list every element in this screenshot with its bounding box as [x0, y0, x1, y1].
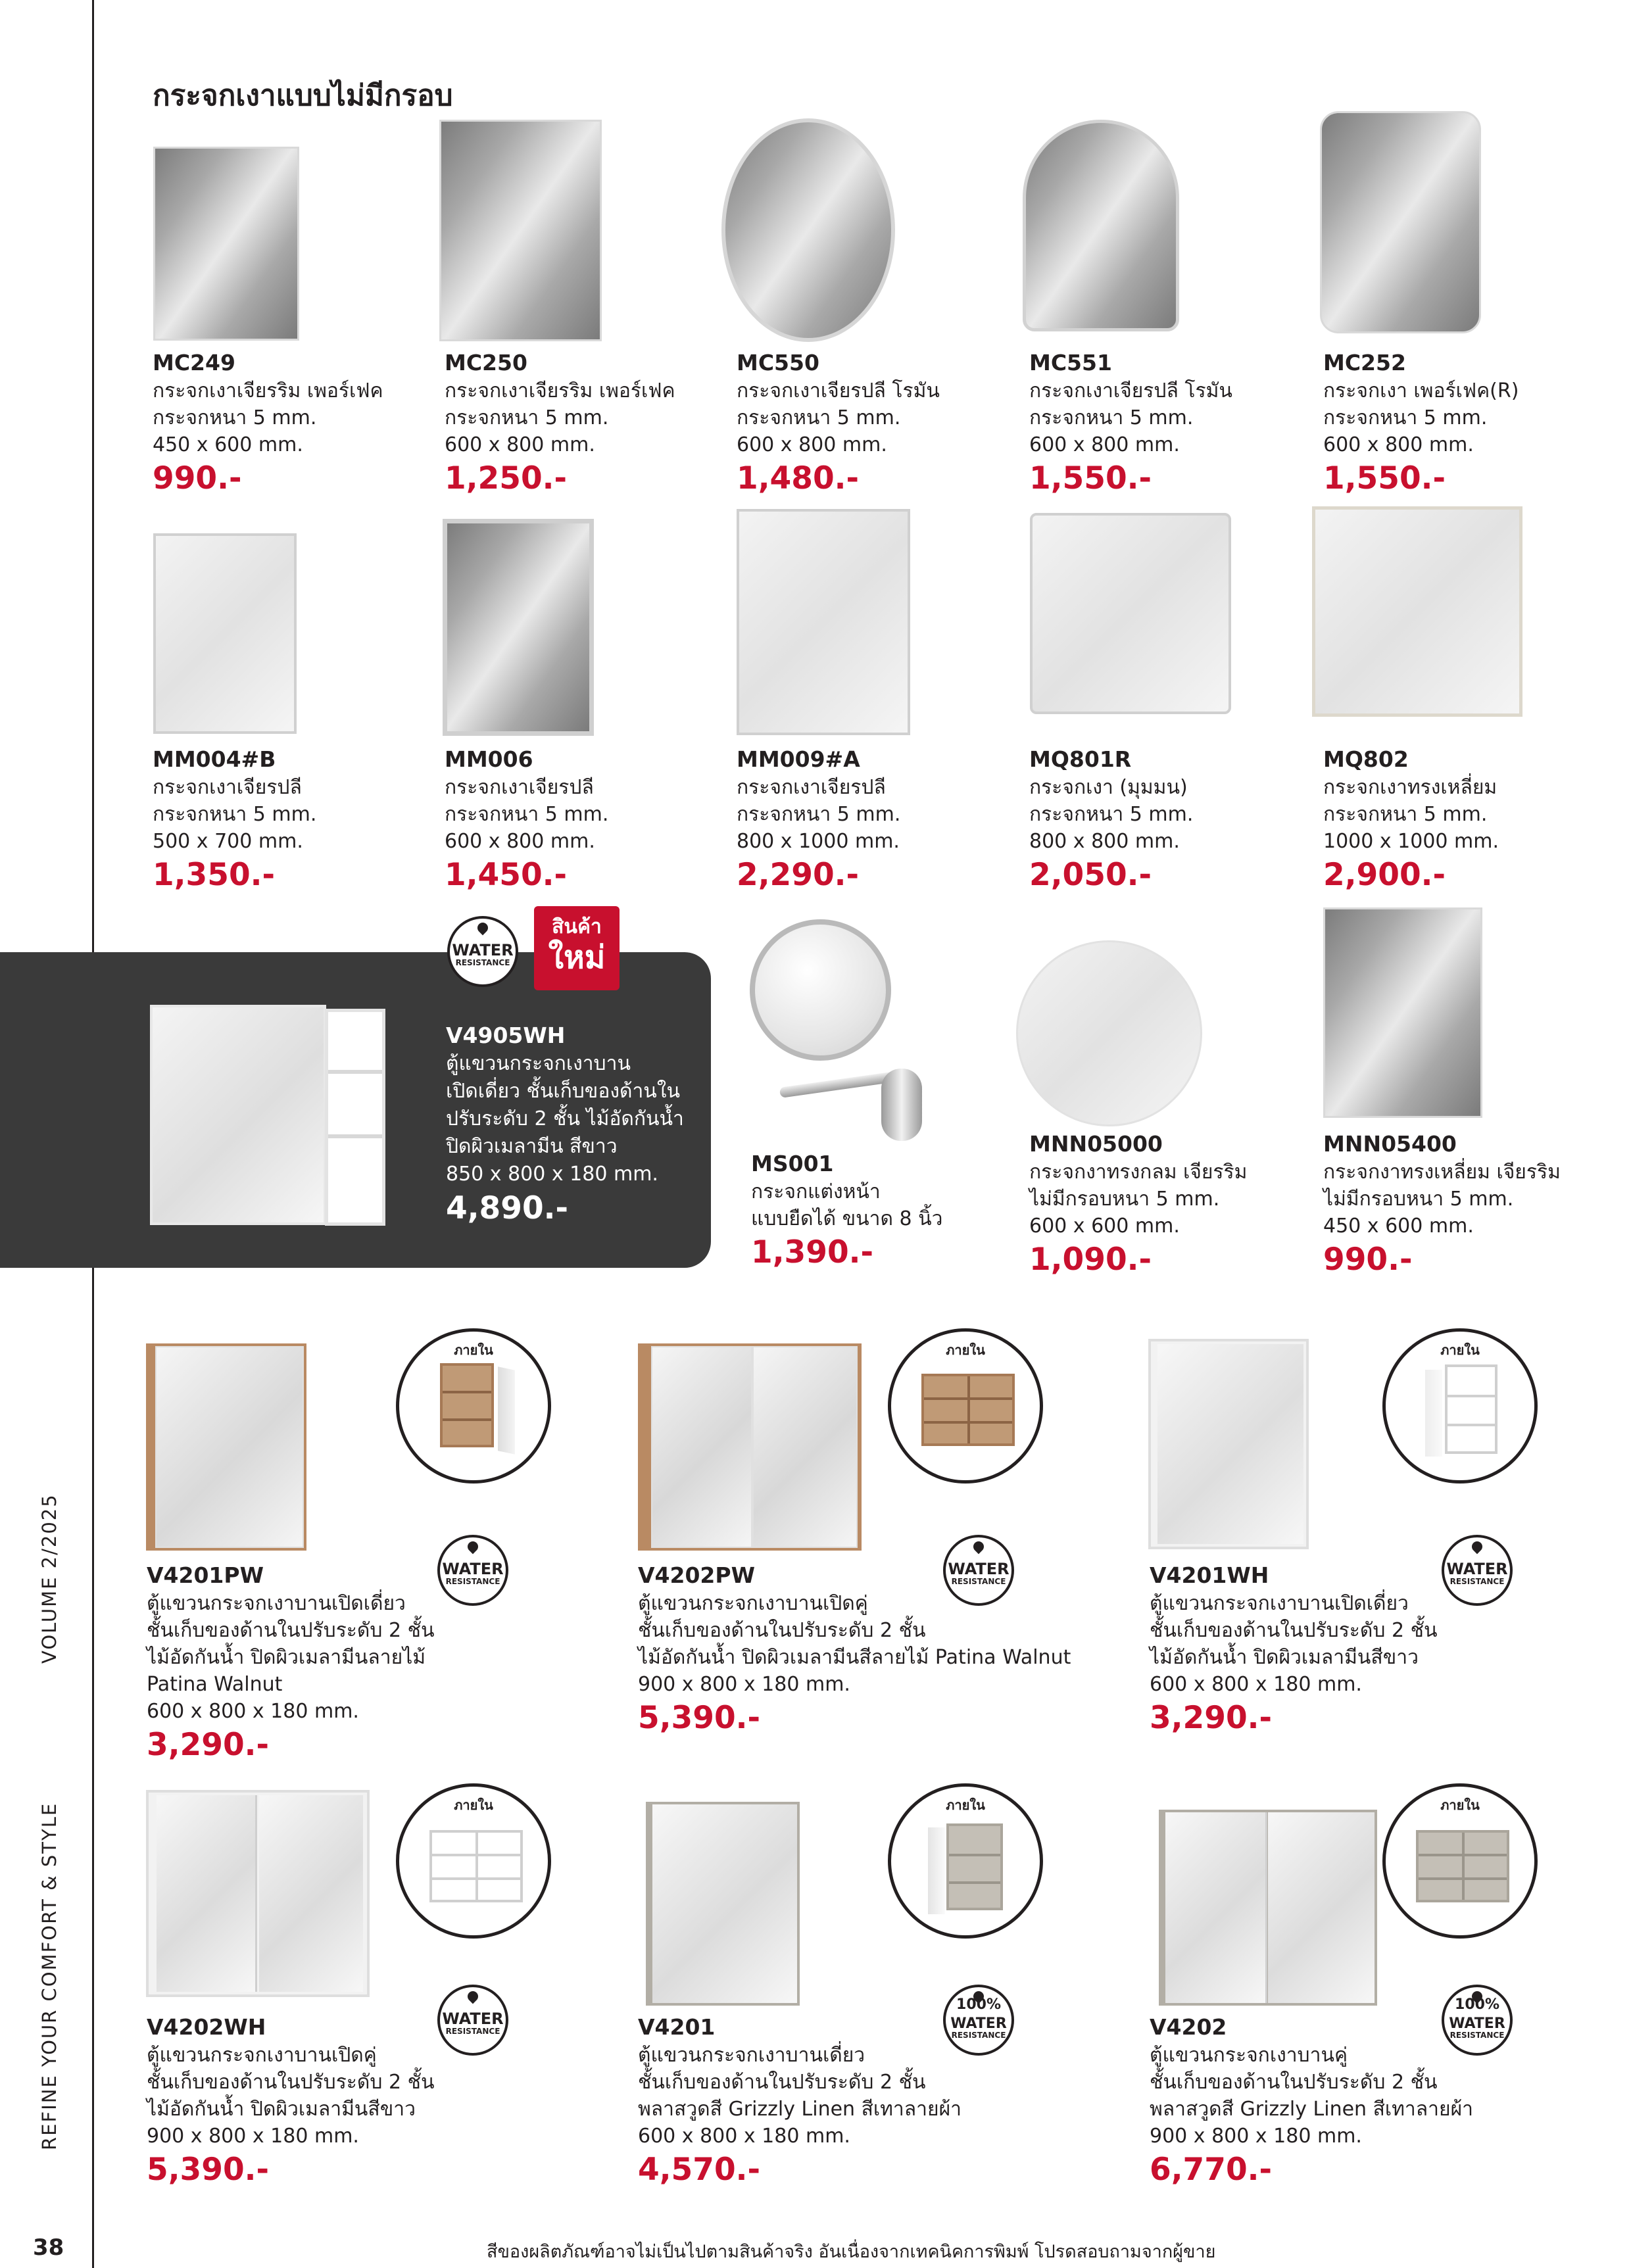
- mirror-mc252-image: [1320, 111, 1481, 333]
- mirror-mnn05400-image: [1323, 907, 1482, 1118]
- product-price: 990.-: [1323, 1242, 1413, 1278]
- product-price: 1,480.-: [737, 460, 860, 496]
- product-size: 850 x 800 x 180 mm.: [446, 1163, 658, 1186]
- cabinet-v4202wh-image: [146, 1790, 370, 1997]
- shaving-mirror-head-image: [750, 919, 891, 1061]
- water-resistance-badge: WATER RESISTANCE: [437, 1985, 508, 2056]
- product-desc: กระจกเงาเจียรปลี: [153, 776, 302, 799]
- product-line2: ชั้นเก็บของด้านในปรับระดับ 2 ชั้น: [1150, 2071, 1438, 2094]
- product-v4202wh: [147, 2013, 434, 2190]
- water-resistance-badge: WATER RESISTANCE: [437, 1535, 508, 1606]
- product-size: 600 x 800 mm.: [1323, 433, 1474, 456]
- product-line1: ตู้แขวนกระจกเงาบานเปิดเดี่ยว: [1150, 1592, 1409, 1615]
- cabinet-v4905wh-shelves: [325, 1009, 385, 1226]
- product-line2: ชั้นเก็บของด้านในปรับระดับ 2 ชั้น: [638, 2071, 926, 2094]
- product-mc249: [153, 349, 383, 499]
- product-thickness: กระจกหนา 5 mm.: [1029, 406, 1194, 429]
- product-line1: ตู้แขวนกระจกเงาบานคู่: [1150, 2044, 1348, 2067]
- product-desc: กระจกเงา เพอร์เฟค(R): [1323, 379, 1519, 402]
- product-line1: ตู้แขวนกระจกเงาบานเปิดคู่: [147, 2044, 377, 2067]
- product-price: 2,900.-: [1323, 857, 1446, 893]
- product-code: MC249: [153, 350, 235, 375]
- mirror-mm004b-image: [153, 533, 297, 734]
- inside-label: ภายใน: [946, 1342, 985, 1358]
- product-price: 1,350.-: [153, 857, 276, 893]
- product-price: 5,390.-: [638, 1700, 761, 1736]
- product-line3: ไม้อัดกันน้ำ ปิดผิวเมลามีนสีขาว: [1150, 1646, 1419, 1669]
- product-size: 450 x 600 mm.: [1323, 1215, 1474, 1238]
- cabinet-v4905wh-door: [150, 1005, 326, 1225]
- product-desc: กระจกเงาทรงเหลี่ยม: [1323, 776, 1497, 799]
- product-desc: กระจกเงาเจียรปลี: [737, 776, 886, 799]
- product-line4: 900 x 800 x 180 mm.: [1150, 2125, 1362, 2148]
- mirror-mc250-image: [439, 120, 602, 341]
- product-desc-line2: ไม่มีกรอบหนา 5 mm.: [1029, 1188, 1220, 1211]
- product-size: 600 x 800 mm.: [737, 433, 887, 456]
- product-code: MQ802: [1323, 746, 1409, 772]
- product-price: 1,090.-: [1029, 1242, 1152, 1278]
- product-mc252: [1323, 349, 1519, 499]
- product-desc-line2: ไม่มีกรอบหนา 5 mm.: [1323, 1188, 1514, 1211]
- water-100-badge: 100% WATER RESISTANCE: [1442, 1985, 1513, 2056]
- product-line4: 900 x 800 x 180 mm.: [147, 2125, 359, 2148]
- product-code: MC550: [737, 350, 819, 375]
- product-line2: ชั้นเก็บของด้านในปรับระดับ 2 ชั้น: [147, 1619, 435, 1642]
- product-line2: ชั้นเก็บของด้านในปรับระดับ 2 ชั้น: [638, 1619, 926, 1642]
- product-size: 600 x 800 mm.: [445, 830, 595, 853]
- product-size: 800 x 800 mm.: [1029, 830, 1180, 853]
- inside-view-v4202pw: [888, 1328, 1043, 1484]
- inside-label: ภายใน: [454, 1797, 493, 1813]
- product-price: 2,290.-: [737, 857, 860, 893]
- inside-label: ภายใน: [1440, 1797, 1480, 1813]
- product-line4: 600 x 800 x 180 mm.: [1150, 1673, 1362, 1696]
- product-size: 600 x 600 mm.: [1029, 1215, 1180, 1238]
- inside-view-v4201wh: [1382, 1328, 1538, 1484]
- product-line5: 600 x 800 x 180 mm.: [147, 1700, 359, 1723]
- product-line4: Patina Walnut: [147, 1673, 283, 1696]
- product-desc-line2: เปิดเดี่ยว ชั้นเก็บของด้านใน: [446, 1080, 680, 1103]
- product-code: MM006: [445, 746, 533, 772]
- product-price: 5,390.-: [147, 2152, 270, 2188]
- inside-label: ภายใน: [946, 1797, 985, 1813]
- product-price: 1,550.-: [1323, 460, 1446, 496]
- water-resistance-badge: WATER RESISTANCE: [943, 1535, 1014, 1606]
- section-title: กระจกเงาแบบไม่มีกรอบ: [153, 79, 453, 112]
- shaving-mirror-wallmount-image: [881, 1069, 922, 1141]
- product-price: 4,890.-: [446, 1190, 569, 1226]
- product-thickness: กระจกหนา 5 mm.: [1323, 406, 1488, 429]
- product-v4202: [1150, 2013, 1473, 2190]
- product-size: 600 x 800 mm.: [445, 433, 595, 456]
- product-thickness: กระจกหนา 5 mm.: [153, 803, 317, 826]
- product-code: V4202WH: [147, 2014, 266, 2040]
- product-size: 500 x 700 mm.: [153, 830, 303, 853]
- product-size: 450 x 600 mm.: [153, 433, 303, 456]
- product-price: 2,050.-: [1029, 857, 1152, 893]
- product-mc551: [1029, 349, 1232, 499]
- product-mm004b: [153, 745, 316, 896]
- product-desc-line1: ตู้แขวนกระจกเงาบาน: [446, 1052, 631, 1075]
- product-price: 6,770.-: [1150, 2152, 1273, 2188]
- product-line1: ตู้แขวนกระจกเงาบานเปิดคู่: [638, 1592, 868, 1615]
- mirror-mm006-image: [443, 519, 594, 736]
- product-desc: กระจกเงา (มุมมน): [1029, 776, 1188, 799]
- product-mm006: [445, 745, 608, 896]
- product-mq802: [1323, 745, 1499, 896]
- product-price: 990.-: [153, 460, 242, 496]
- product-thickness: กระจกหนา 5 mm.: [153, 406, 317, 429]
- mirror-mc550-image: [721, 118, 895, 342]
- product-thickness: กระจกหนา 5 mm.: [445, 803, 609, 826]
- product-size: 600 x 800 mm.: [1029, 433, 1180, 456]
- product-desc-line2: แบบยืดได้ ขนาด 8 นิ้ว: [751, 1207, 943, 1230]
- product-desc: กระจกเงาเจียรปลี โรมัน: [737, 379, 940, 402]
- inside-view-v4202wh: [396, 1783, 551, 1939]
- product-code: MQ801R: [1029, 746, 1132, 772]
- product-code: V4201: [638, 2014, 716, 2040]
- product-desc-line4: ปิดผิวเมลามีน สีขาว: [446, 1135, 618, 1158]
- product-line3: ไม้อัดกันน้ำ ปิดผิวเมลามีนสีลายไม้ Patina Walnut: [638, 1646, 1071, 1669]
- cabinet-v4202pw-image: [638, 1343, 862, 1551]
- product-size: 800 x 1000 mm.: [737, 830, 900, 853]
- product-desc: กระจกเงาเจียรริม เพอร์เฟค: [445, 379, 675, 402]
- slogan-label: REFINE YOUR COMFORT & STYLE: [38, 1802, 61, 2150]
- product-code: MC250: [445, 350, 527, 375]
- product-price: 1,390.-: [751, 1234, 874, 1270]
- product-thickness: กระจกหนา 5 mm.: [1323, 803, 1488, 826]
- product-price: 1,450.-: [445, 857, 568, 893]
- product-ms001: [751, 1149, 942, 1273]
- product-line2: ชั้นเก็บของด้านในปรับระดับ 2 ชั้น: [147, 2071, 435, 2094]
- product-desc: กระจกเงาเจียรปลี: [445, 776, 594, 799]
- product-code: V4905WH: [446, 1023, 566, 1048]
- footnote: สีของผลิตภัณฑ์อาจไม่เป็นไปตามสินค้าจริง อันเนื่องจากเทคนิคการพิมพ์ โปรดสอบถามจากผู้ขาย: [487, 2242, 1216, 2262]
- cabinet-v4201-image: [646, 1802, 800, 2006]
- product-v4201wh: [1150, 1561, 1437, 1739]
- inside-label: ภายใน: [1440, 1342, 1480, 1358]
- product-price: 1,250.-: [445, 460, 568, 496]
- water-resistance-badge: WATER RESISTANCE: [447, 916, 518, 987]
- mirror-mm009a-image: [737, 509, 910, 735]
- product-mq801r: [1029, 745, 1193, 896]
- product-code: MC551: [1029, 350, 1112, 375]
- product-v4202pw: [638, 1561, 1071, 1739]
- product-line3: พลาสวูดสี Grizzly Linen สีเทาลายผ้า: [1150, 2098, 1474, 2121]
- product-line3: ไม้อัดกันน้ำ ปิดผิวเมลามีนลายไม้: [147, 1646, 426, 1669]
- water-100-badge: 100% WATER RESISTANCE: [943, 1985, 1014, 2056]
- mirror-mq802-image: [1312, 506, 1522, 717]
- inside-label: ภายใน: [454, 1342, 493, 1358]
- product-v4201pw: [147, 1561, 434, 1766]
- product-code: MC252: [1323, 350, 1406, 375]
- product-code: MS001: [751, 1151, 834, 1176]
- inside-view-v4201: [888, 1783, 1043, 1939]
- product-line1: ตู้แขวนกระจกเงาบานเปิดเดี่ยว: [147, 1592, 406, 1615]
- product-size: 1000 x 1000 mm.: [1323, 830, 1499, 853]
- mirror-mc249-image: [153, 147, 299, 341]
- inside-view-v4202: [1382, 1783, 1538, 1939]
- cabinet-v4201wh-image: [1148, 1339, 1309, 1549]
- product-code: MM004#B: [153, 746, 276, 772]
- product-code: V4202: [1150, 2014, 1227, 2040]
- mirror-mnn05000-image: [1016, 940, 1202, 1126]
- product-code: MM009#A: [737, 746, 860, 772]
- product-desc-line1: กระจกแต่งหน้า: [751, 1180, 881, 1203]
- product-code: V4201WH: [1150, 1562, 1269, 1588]
- product-desc: กระจกเงาเจียรปลี โรมัน: [1029, 379, 1232, 402]
- product-thickness: กระจกหนา 5 mm.: [737, 406, 901, 429]
- product-mc550: [737, 349, 940, 499]
- product-line3: ไม้อัดกันน้ำ ปิดผิวเมลามีนสีขาว: [147, 2098, 416, 2121]
- product-thickness: กระจกหนา 5 mm.: [445, 406, 609, 429]
- product-line1: ตู้แขวนกระจกเงาบานเดี่ยว: [638, 2044, 865, 2067]
- product-code: V4202PW: [638, 1562, 755, 1588]
- product-desc-line3: ปรับระดับ 2 ชั้น ไม้อัดกันน้ำ: [446, 1107, 684, 1130]
- product-line4: 900 x 800 x 180 mm.: [638, 1673, 850, 1696]
- product-price: 1,550.-: [1029, 460, 1152, 496]
- product-mnn05000: [1029, 1130, 1247, 1280]
- product-desc-line1: กระจกงาทรงเหลี่ยม เจียรริม: [1323, 1161, 1561, 1184]
- product-price: 3,290.-: [1150, 1700, 1273, 1736]
- product-code: MNN05000: [1029, 1131, 1163, 1157]
- volume-label: VOLUME 2/2025: [38, 1493, 61, 1664]
- product-code: MNN05400: [1323, 1131, 1457, 1157]
- product-price: 3,290.-: [147, 1727, 270, 1763]
- water-resistance-badge: WATER RESISTANCE: [1442, 1535, 1513, 1606]
- product-desc: กระจกเงาเจียรริม เพอร์เฟค: [153, 379, 383, 402]
- product-v4201: [638, 2013, 962, 2190]
- product-mc250: [445, 349, 675, 499]
- cabinet-v4201pw-image: [146, 1343, 306, 1551]
- product-line2: ชั้นเก็บของด้านในปรับระดับ 2 ชั้น: [1150, 1619, 1438, 1642]
- page-number: 38: [33, 2234, 64, 2261]
- product-line3: พลาสวูดสี Grizzly Linen สีเทาลายผ้า: [638, 2098, 962, 2121]
- cabinet-v4202-image: [1159, 1810, 1377, 2006]
- product-v4905wh: [446, 1021, 684, 1229]
- mirror-mc551-image: [1023, 120, 1179, 331]
- new-product-tag: สินค้า ใหม่: [534, 906, 620, 990]
- product-price: 4,570.-: [638, 2152, 761, 2188]
- product-mnn05400: [1323, 1130, 1561, 1280]
- mirror-mq801r-image: [1030, 513, 1231, 714]
- product-code: V4201PW: [147, 1562, 264, 1588]
- product-line4: 600 x 800 x 180 mm.: [638, 2125, 850, 2148]
- product-mm009a: [737, 745, 900, 896]
- product-thickness: กระจกหนา 5 mm.: [1029, 803, 1194, 826]
- inside-view-v4201pw: [396, 1328, 551, 1484]
- product-thickness: กระจกหนา 5 mm.: [737, 803, 901, 826]
- product-desc-line1: กระจกงาทรงกลม เจียรริม: [1029, 1161, 1248, 1184]
